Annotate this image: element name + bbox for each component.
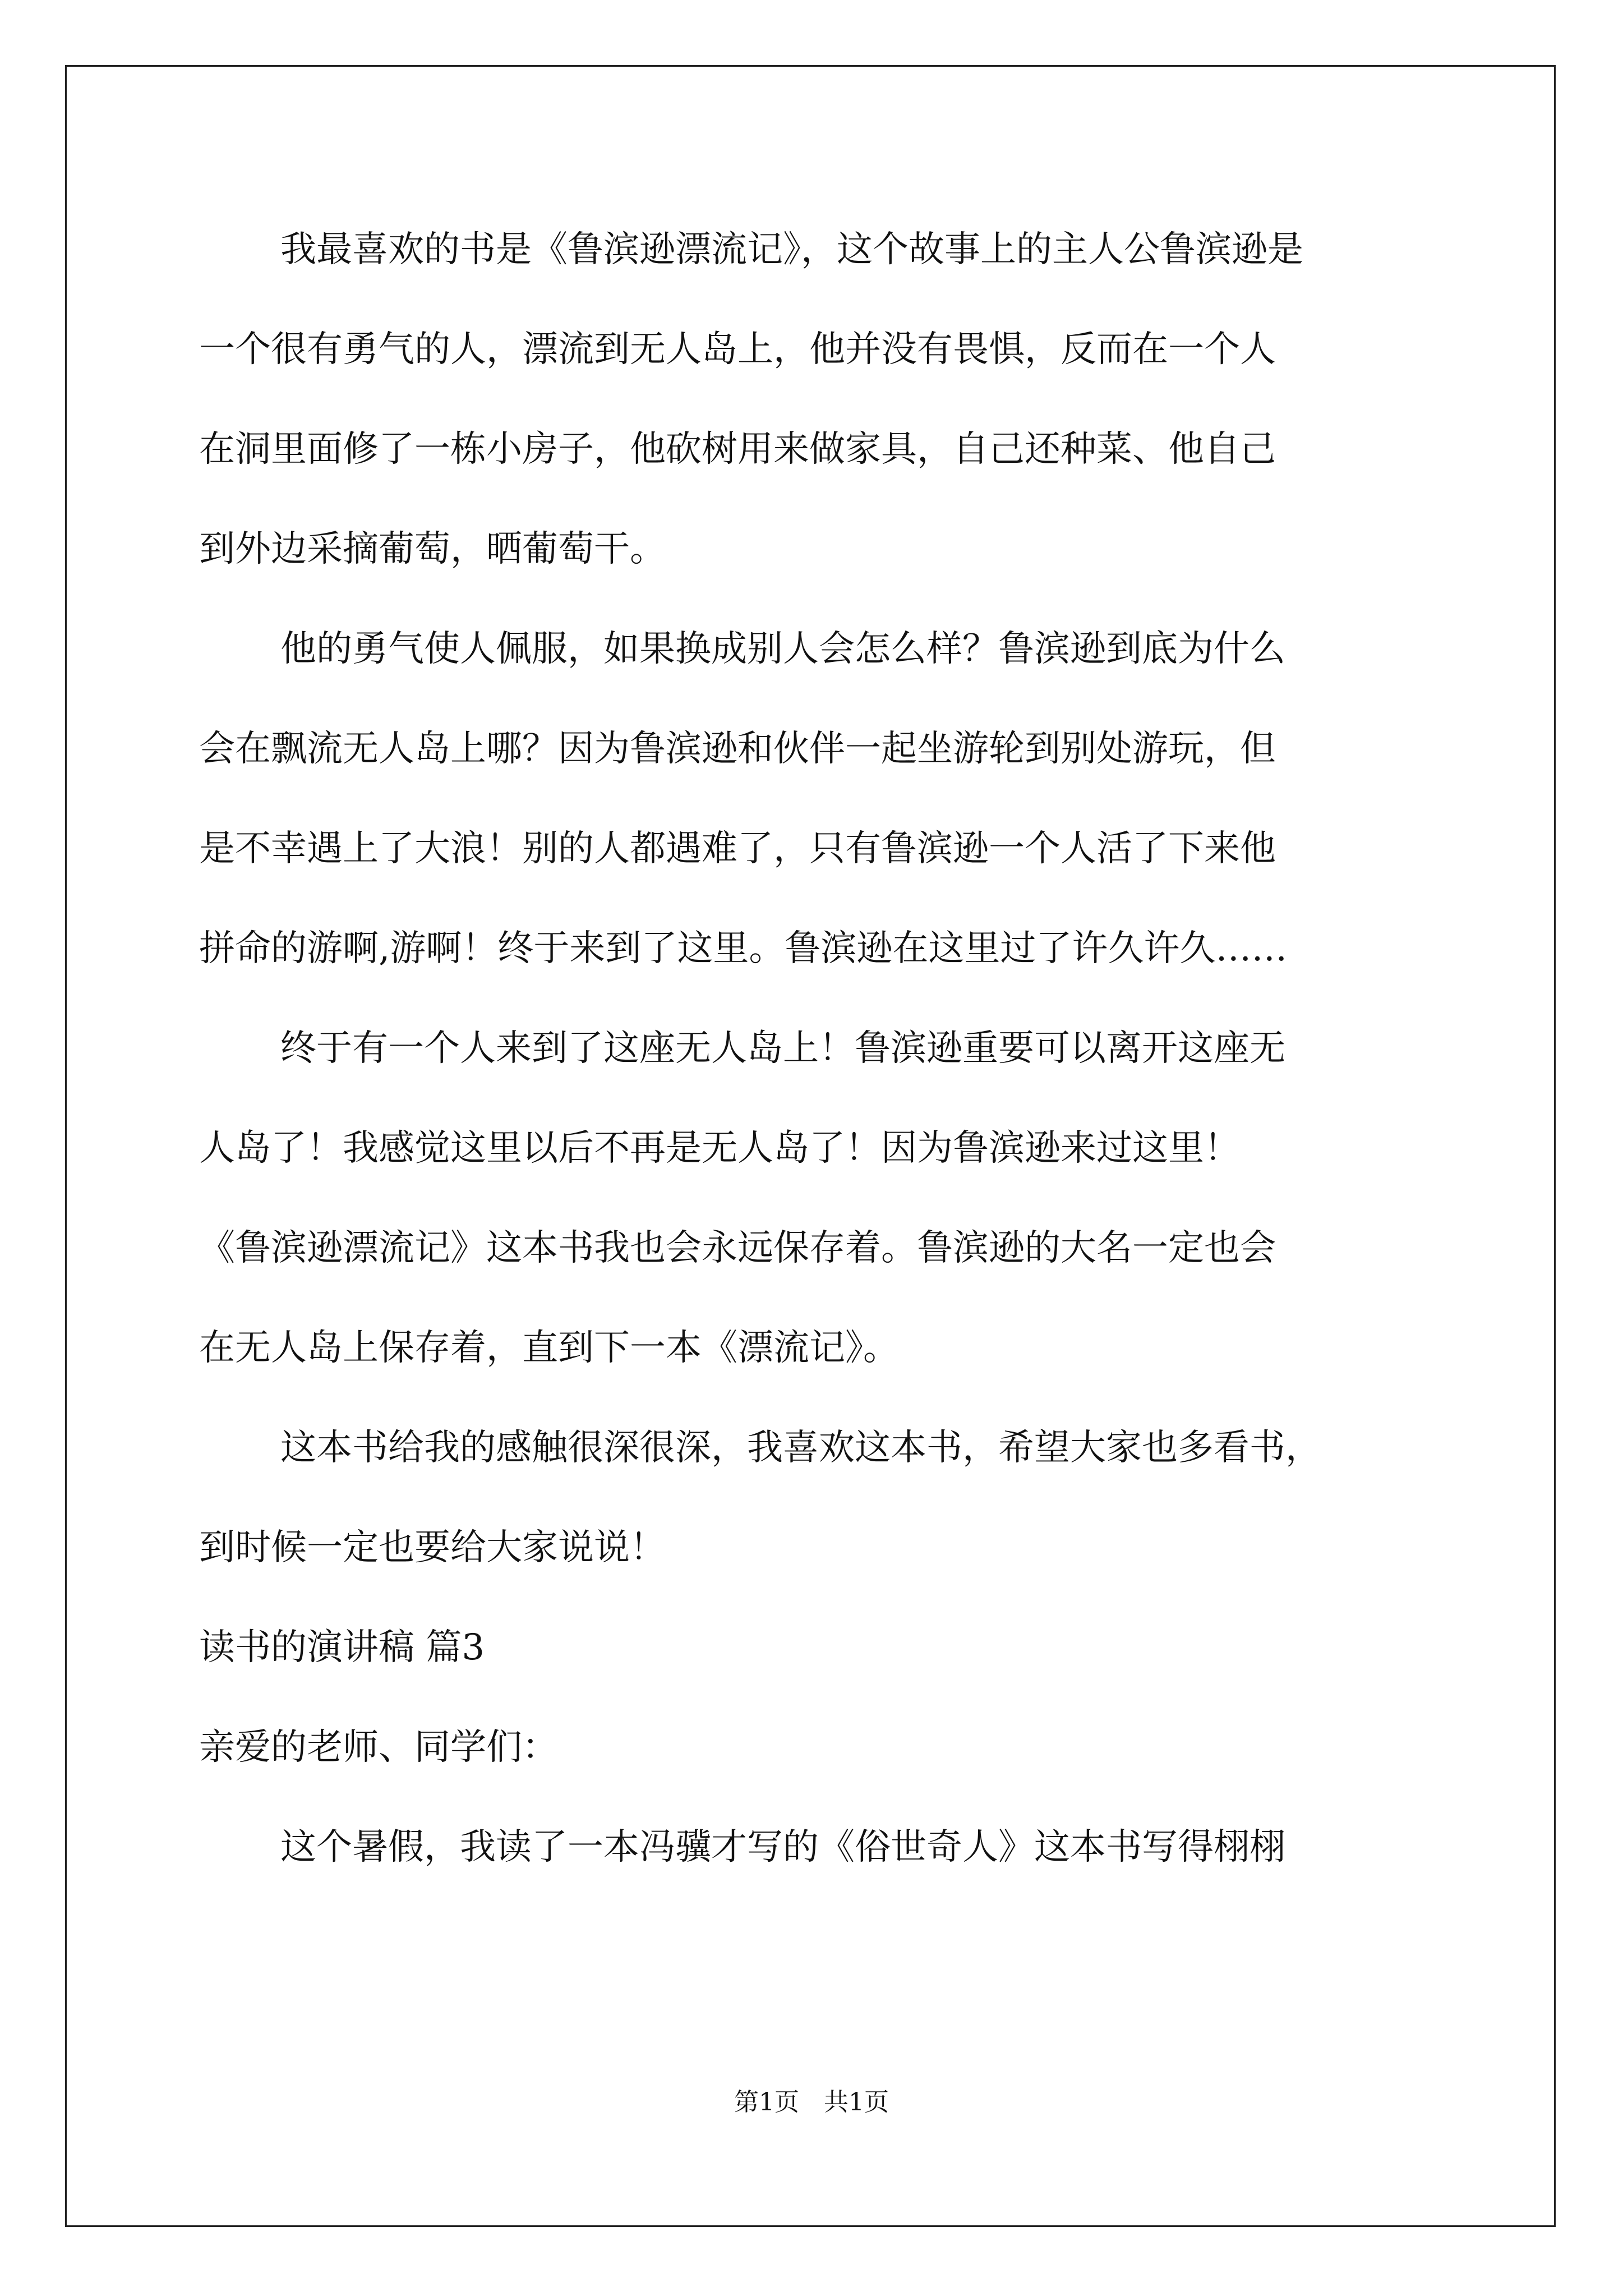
- paragraph-line: 在洞里面修了一栋小房子，他砍树用来做家具，自己还种菜、他自己: [199, 429, 1276, 470]
- paragraph-line: 《鲁滨逊漂流记》这本书我也会永远保存着。鲁滨逊的大名一定也会: [199, 1227, 1276, 1269]
- page-footer: 第1页 共1页: [734, 2088, 889, 2116]
- paragraph-line: 到时候一定也要给大家说说！: [199, 1527, 666, 1568]
- paragraph-line: 一个很有勇气的人，漂流到无人岛上，他并没有畏惧，反而在一个人: [199, 329, 1276, 370]
- paragraph-line: 这个暑假，我读了一本冯骥才写的《俗世奇人》这本书写得栩栩: [280, 1826, 1285, 1868]
- paragraph-line: 到外边采摘葡萄，晒葡萄干。: [199, 528, 666, 570]
- paragraph-line: 我最喜欢的书是《鲁滨逊漂流记》，这个故事上的主人公鲁滨逊是: [280, 229, 1303, 270]
- section-heading: 读书的演讲稿 篇3: [199, 1627, 485, 1668]
- salutation: 亲爱的老师、同学们：: [199, 1727, 558, 1768]
- paragraph-line: 在无人岛上保存着，直到下一本《漂流记》。: [199, 1327, 899, 1369]
- paragraph-line: 是不幸遇上了大浪！别的人都遇难了，只有鲁滨逊一个人活了下来他: [199, 828, 1276, 869]
- paragraph-line: 会在飘流无人岛上哪？因为鲁滨逊和伙伴一起坐游轮到别处游玩，但: [199, 728, 1276, 770]
- paragraph-line: 这本书给我的感触很深很深，我喜欢这本书，希望大家也多看书，: [280, 1427, 1321, 1469]
- paragraph-line: 终于有一个人来到了这座无人岛上！鲁滨逊重要可以离开这座无: [280, 1028, 1285, 1069]
- paragraph-line: 人岛了！我感觉这里以后不再是无人岛了！因为鲁滨逊来过这里！: [199, 1128, 1240, 1169]
- paragraph-line: 拼命的游啊,游啊！终于来到了这里。鲁滨逊在这里过了许久许久……: [199, 928, 1288, 969]
- paragraph-line: 他的勇气使人佩服，如果换成别人会怎么样？鲁滨逊到底为什么: [280, 628, 1285, 670]
